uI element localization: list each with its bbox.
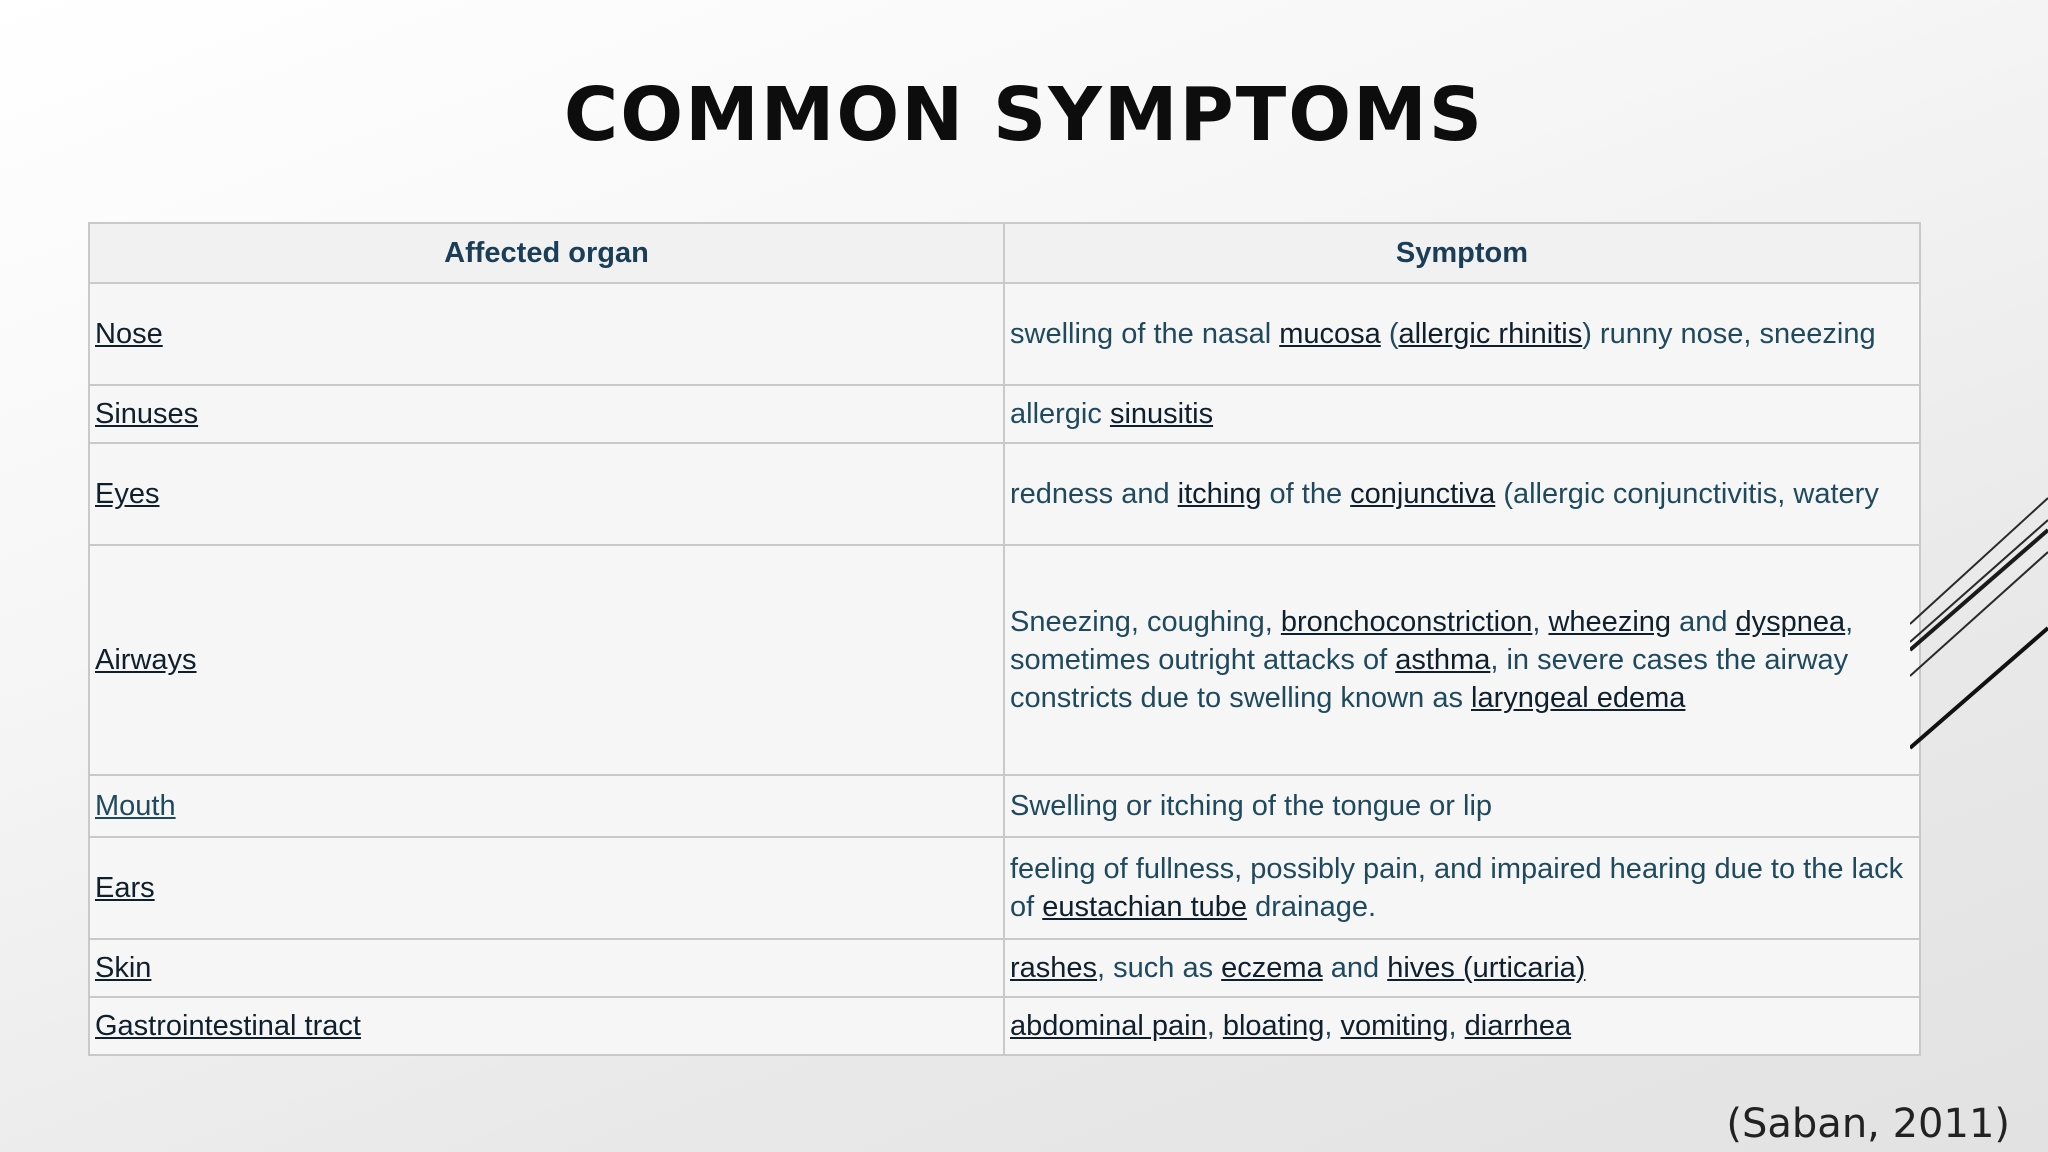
table-row: [89, 775, 1920, 837]
organ-cell: [89, 443, 1004, 545]
symptom-text: redness and: [1010, 478, 1178, 510]
symptom-text: , in severe cases the airway constricts due to swelling known as: [1010, 644, 1849, 714]
symptom-text: ,: [1448, 1010, 1465, 1042]
symptom-cell: [1004, 775, 1920, 837]
symptom-link[interactable]: sinusitis: [1109, 398, 1214, 430]
symptom-link[interactable]: conjunctiva: [1350, 478, 1496, 510]
symptom-text: allergic: [1010, 398, 1110, 430]
organ-link-skin[interactable]: Skin: [95, 952, 152, 984]
symptom-text: Swelling or itching of the tongue or lip: [1010, 790, 1493, 822]
table-row: [89, 443, 1920, 545]
organ-link-nose[interactable]: Nose: [95, 318, 163, 350]
symptom-link[interactable]: laryngeal edema: [1471, 682, 1686, 714]
symptom-text: feeling of fullness, possibly pain, and impaired hearing due to the lack of: [1010, 853, 1904, 923]
table-row: [89, 837, 1920, 939]
organ-cell: [89, 545, 1004, 775]
symptom-text: ) runny nose, sneezing: [1582, 318, 1876, 350]
symptom-cell: [1004, 385, 1920, 443]
symptom-text: drainage.: [1247, 891, 1377, 923]
symptom-link[interactable]: allergic rhinitis: [1398, 318, 1583, 350]
organ-cell: [89, 939, 1004, 997]
symptom-cell: [1004, 939, 1920, 997]
organ-cell: [89, 283, 1004, 385]
table-header-row: [89, 223, 1920, 283]
symptom-link[interactable]: vomiting: [1340, 1010, 1449, 1042]
symptom-link[interactable]: eczema: [1221, 952, 1323, 984]
symptom-text: of the: [1261, 478, 1351, 510]
symptom-link[interactable]: dyspnea: [1735, 606, 1846, 638]
table-row: [89, 939, 1920, 997]
symptom-link[interactable]: rashes: [1010, 952, 1098, 984]
table-row: [89, 283, 1920, 385]
table-row: [89, 997, 1920, 1055]
symptom-cell: [1004, 837, 1920, 939]
organ-link-eyes[interactable]: Eyes: [95, 478, 160, 510]
symptom-link[interactable]: asthma: [1395, 644, 1491, 676]
organ-cell: [89, 997, 1004, 1055]
symptom-text: , such as: [1097, 952, 1222, 984]
organ-link-gastrointestinal-tract[interactable]: Gastrointestinal tract: [95, 1010, 361, 1042]
symptoms-table: [88, 222, 1921, 1056]
organ-link-ears[interactable]: Ears: [95, 872, 155, 904]
table-row: [89, 545, 1920, 775]
symptom-link[interactable]: bronchoconstriction: [1280, 606, 1533, 638]
symptom-link[interactable]: eustachian tube: [1042, 891, 1248, 923]
symptom-text: ,: [1324, 1010, 1341, 1042]
symptom-link[interactable]: mucosa: [1279, 318, 1381, 350]
symptom-text: and: [1322, 952, 1388, 984]
symptom-link[interactable]: bloating: [1222, 1010, 1325, 1042]
symptom-link[interactable]: hives (urticaria): [1387, 952, 1586, 984]
organ-cell: [89, 385, 1004, 443]
symptom-cell: [1004, 443, 1920, 545]
citation: (Saban, 2011): [1726, 1101, 2010, 1147]
symptom-text: (allergic conjunctivitis, watery: [1495, 478, 1879, 510]
organ-link-airways[interactable]: Airways: [95, 644, 197, 676]
symptom-link[interactable]: wheezing: [1548, 606, 1672, 638]
symptom-text: (: [1380, 318, 1399, 350]
symptom-link[interactable]: abdominal pain: [1010, 1010, 1207, 1042]
diagonal-lines-icon: [1910, 490, 2048, 750]
organ-link-mouth[interactable]: Mouth: [95, 790, 176, 822]
symptom-text: swelling of the nasal: [1010, 318, 1280, 350]
symptom-text: ,: [1532, 606, 1549, 638]
organ-cell: [89, 837, 1004, 939]
slide-title: COMMON SYMPTOMS: [563, 72, 1485, 158]
header-affected-organ: Affected organ: [89, 223, 1004, 283]
symptom-link[interactable]: diarrhea: [1464, 1010, 1572, 1042]
symptom-cell: [1004, 283, 1920, 385]
symptom-text: ,: [1206, 1010, 1223, 1042]
header-symptom: Symptom: [1004, 223, 1920, 283]
symptom-link[interactable]: itching: [1177, 478, 1262, 510]
symptom-text: Sneezing, coughing,: [1010, 606, 1281, 638]
symptom-text: and: [1671, 606, 1736, 638]
organ-cell: [89, 775, 1004, 837]
symptom-text: , sometimes outright attacks of: [1010, 606, 1854, 676]
symptom-cell: [1004, 997, 1920, 1055]
organ-link-sinuses[interactable]: Sinuses: [95, 398, 199, 430]
symptom-cell: [1004, 545, 1920, 775]
table-row: [89, 385, 1920, 443]
